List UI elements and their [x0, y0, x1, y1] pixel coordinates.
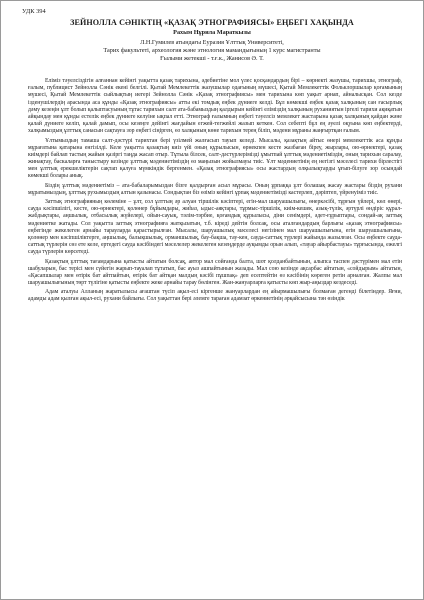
affiliation-line: Ғылыми жетекші - т.ғ.к., Жанисов Ә. Т. [160, 55, 264, 63]
body-paragraph: Ұлтымыздың тамаша салт-дәстүрі тарихтан бері үзілмей жалғасып тауып келеді. Мысалы, қазақтың айтыс өнері мемлекеттік аса құнды мұрағатына қатарына енгізілді. Келе уақытта қазақтың киіз үйі оның құрылысын, өрнекпен кесте жазбаған біреу, жырлары, ою-өрнектері, қазақ киімдері байлап тастың жайын қазіргі таңда жасап отыр. Тұтыла білсек, салт-дәстүрлерімізді ұмытпай ұлттық мәдениетіміздің, оның тарихын саралау, жинақтау, баскаларға таныстыру кезінде ұлттық мәдениетіміздің өз маңызын жойылмауы тиіс. Ұлт мәдениетінің ең негізгі мәселесі тарихи бірлестігі мен ұлттық ерекшеліктерін сақтап қалуға мүмкіндік бергенмен. «Қазақ этнографиясы» осы жастардың олқылықтарды ұғып-білуге зор осындай көмекші болары анық. [28, 137, 402, 180]
affiliation-line: Л.Н.Гумилев атындағы Еуразия Ұлттық Университеті, [140, 39, 284, 46]
body-paragraph: Біздің ұлттық мәдениетіміз – ата-бабаларымыздан бізге қалдырған асыл мұрасы. Оның ұрпаққа ұлт болашақ жасау жастары біздің рухани мұратымыздың, ұлттық рухымыздың алтын қазынасы. Сондықтан біз өзіміз кейінгі ұрпақ мәдениетімізді кастерлеп, дәріптеп, үйренуіміз тиіс. [28, 182, 402, 196]
udk-code: УДК 394 [22, 8, 46, 15]
body-paragraph: Адам аталуы Алланың жаратылысы ағаштан түсіп ақыл-есі кіргенше жануарлардан ең айырмашылығы болмаған дегенді білетіндер. Яғни, адамды адам қылған ақыл-есі, рухани байлығы. Сол уақыттан бері әлемге тараған адамзат өркениетінің әрқайсысына тән өзіндік [28, 289, 402, 303]
body-paragraph: Заттық этнографияның көлеміне – ұлт, сол ұлттың әр алуан тіршілік кәсіптері, егін-мал шаруашылығы, өнеркәсібі, тұрғын үйлері, көл өнері, сауда кәсіпшілігі, кесте, ою-өрнектері, қолөнер бұйымдары, жиһаз, ыдыс-аяқтары, тұрмыс-тіршілік, киім-кешек, азық-түлік, әртүрлі өндіріс құрал-жабдықтары, аңшылық, отбасылық жүйелері, ойын-сауық, тәлім-тәрбие, қоғамдық құрылысы, діни сенімдері, әдет-ғұрыптары, сондай-ақ заттық мәдениетке жатады. Сол уақытта заттық этнографияға жатқызатын, т.б. кіреді дейтін болсақ, осы аталғандардың барлығы «қазақ этнографиясы» еңбегінде жекелеген арнайы тарауларда қарастырылған. Мысалы, шаруашылық мәселесі негізінен мал шаруашылығына, егін шаруашылығына, қолөнер мен кәсіпшіліктерге, аңшылық, балықшылық, орманшылық, бау-бақша, тау-кен, сауда-саттық түрлері жайында жазылған. Осы еңбекте сауда-саттық түрлерін сөз ете келе, ертедегі сауда кәсібіндегі мәселелер жекелеген кезеңдерде ауқымды орын алып, «тауар айырбастауы» тұрғысында, ежелгі сауда түрлерін көрсетеді. [28, 199, 402, 256]
affiliation-line: Тарих факультеті, археология және этнология мамандығының 1 курс магистранты [103, 47, 321, 55]
article-title: ЗЕЙНОЛЛА СӘНІКТІҢ «ҚАЗАҚ ЭТНОГРАФИЯСЫ» ЕҢБЕГІ ХАҚЫНДА [70, 18, 354, 27]
body-paragraph: Қазақтың ұлттық тағамдарына қатысты айтатын болсақ, автор мал сойғанда балта, шот қолданбайтынын, алыпса таспен дәстүрімен мал етін шабуларын, бас терісі мен сүйегін жарып-тауалап тұтатып, бас ауыз ашпайтынын жазады. Мал сою кезінде ақсарбас айтатын, «сойдырым» айтатын, «Қасапшылар мен өтірік бат айтпайтын, өтірік бат айтқан малдың кәсібі пұшпақ» деп есептейтін өз кәсібінің көреген ретін арналған. Жалпы мал шаруашылығының төрт түлігіне қатысты еңбекте жеке арнайы тарау бөлінген. Жан-жануарларға қатысты көп жыр-аңыздар кездеседі. [28, 258, 402, 287]
author-name: Рахым Нұрила Мараткызы [173, 29, 251, 36]
affiliation-block [21, 39, 403, 64]
article-body [28, 78, 402, 304]
body-paragraph: Еліміз тәуелсіздігін алғаннан кейінгі уақытта қазақ тарихына, әдебиетіне мол үлес қосқандардың бірі – көрнекті жазушы, тарихшы, этнограф, ғалым, публицист Зейнолла Сәнік екені белгілі. Қытай Мемлекеттік жазушылар одағының мүшесі, Қытай Мемлекеттік Фольклоршылар қоғамының мүшесі, Қытай Мемлекеттік сыйлықтың иегері Зейнолла Сәнік «Қазақ этнографиясы» мен тарихына көп уақыт арнап, айналысқан. Сол кезде ізденушілердің арасында аса құнды «Қазақ этнографиясы» атты екі томдық еңбек дүниеге келді. Бұл көмекші еңбек қазақ халқының сан ғасырлық дәму кезеңін ұлт болып қалыптасуының тұтас тарихын салт ата-бабамыздың қалдырын кейінгі еліміздің халқының руханиятын іргелі тарихи ақиқатын айқындау мен құнды естелік еңбек дүниеге келуіне ықпал етті. Этнограф ғалымның еңбегі тәуелсіз мемлекет жастарына қазақ халқының қайдан және қалай дүниеге келіп, қалай дамып, осы кезеңге дейінгі жағдайын егжей-тегжейлі жазып кеткен. Сол себепті бұл ең әуелі оқуына көп еңбектерді, халқымыздың ұлттық санасын сақтауға зор еңбегі сіңірген, өз халқының көне тарихын терең біліп, мәдени мұраны жаңғыртқан ғалым. [28, 78, 402, 135]
